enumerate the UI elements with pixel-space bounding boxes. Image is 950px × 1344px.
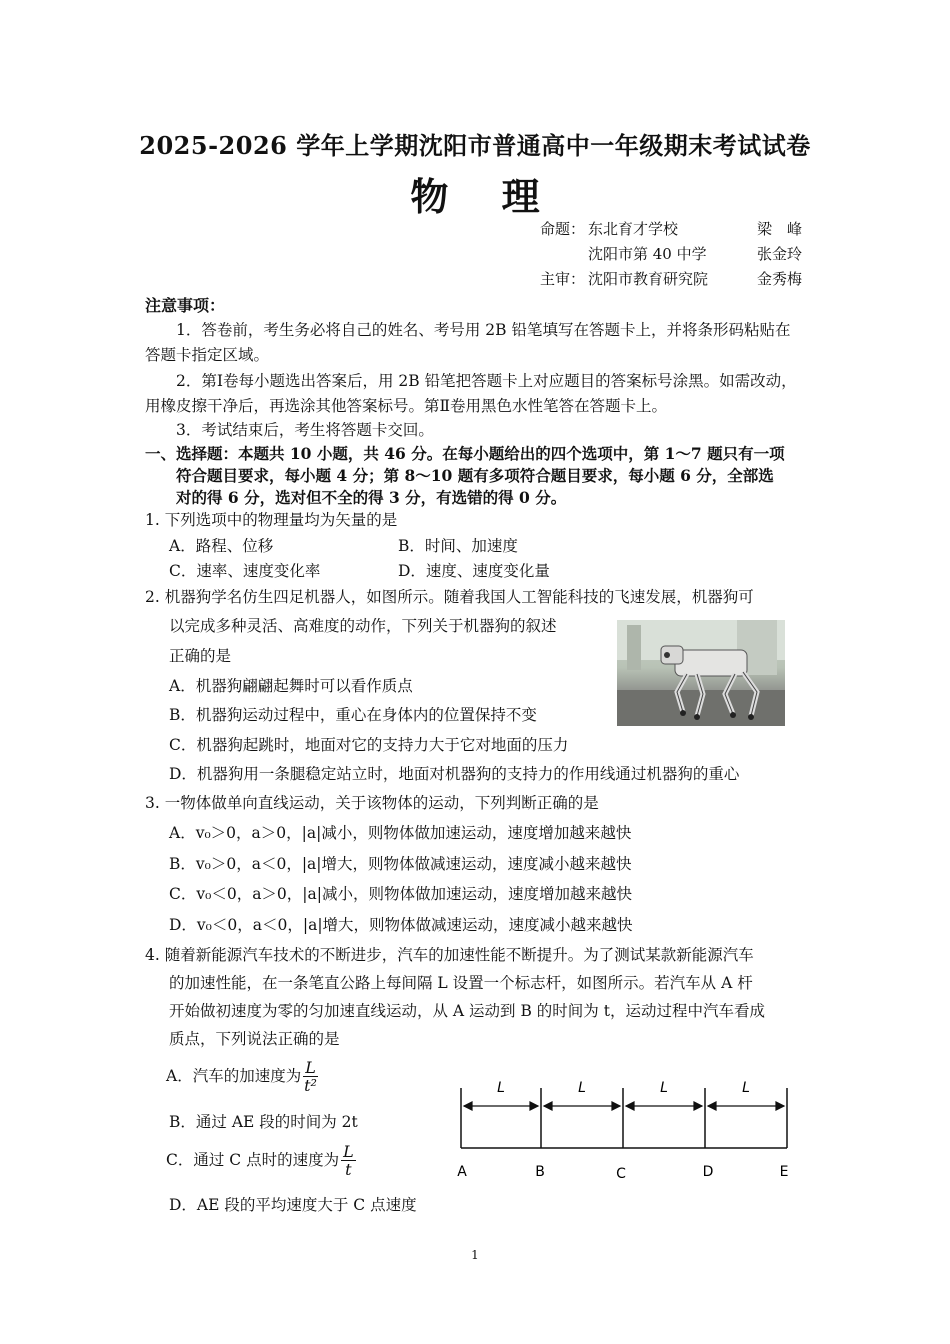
question-stem: 以完成多种灵活、高难度的动作，下列关于机器狗的叙述 <box>169 617 557 635</box>
option-d: D．v₀＜0，a＜0，|a|增大，则物体做减速运动，速度减小越来越快 <box>169 916 633 934</box>
option-a: A．v₀＞0，a＞0，|a|减小，则物体做加速运动，速度增加越来越快 <box>169 824 632 842</box>
section-instruction: 对的得 6 分，选对但不全的得 3 分，有选错的得 0 分。 <box>176 488 567 507</box>
option-d: D．AE 段的平均速度大于 C 点速度 <box>169 1196 417 1214</box>
fraction-denominator: t <box>345 1160 352 1179</box>
option-b: B．通过 AE 段的时间为 2t <box>169 1113 358 1131</box>
fraction <box>341 1144 356 1178</box>
note-line: 3．考试结束后，考生将答题卡交回。 <box>176 421 434 439</box>
subject-title: 物 理 <box>410 174 540 219</box>
option-c: C．机器狗起跳时，地面对它的支持力大于它对地面的压力 <box>169 736 569 754</box>
point-label-e: E <box>779 1164 789 1180</box>
point-label-c: C <box>616 1166 626 1182</box>
arrowhead <box>612 1102 620 1110</box>
author-name: 金秀梅 <box>757 270 803 288</box>
option-c <box>166 1140 356 1180</box>
option-b: B．v₀＞0，a＜0，|a|增大，则物体做减速运动，速度减小越来越快 <box>169 855 632 873</box>
arrowhead <box>544 1102 552 1110</box>
segment-label: L <box>742 1080 750 1096</box>
question-stem: 开始做初速度为零的匀加速直线运动，从 A 运动到 B 的时间为 t，运动过程中汽车看成 <box>169 1002 765 1020</box>
question-stem: 的加速性能，在一条笔直公路上每间隔 L 设置一个标志杆，如图所示。若汽车从 A 杆 <box>169 974 753 992</box>
option-a: A．机器狗翩翩起舞时可以看作质点 <box>169 677 413 695</box>
fraction-denominator: t² <box>304 1076 317 1095</box>
notes-heading: 注意事项： <box>145 296 226 315</box>
fraction-numerator: L <box>305 1058 316 1077</box>
author-name: 梁 峰 <box>757 220 803 238</box>
point-label-a: A <box>457 1164 467 1180</box>
arrowhead <box>530 1102 538 1110</box>
author-org: 东北育才学校 <box>588 220 679 238</box>
note-line: 用橡皮擦干净后，再选涂其他答案标号。第Ⅱ卷用黑色水性笔答在答题卡上。 <box>145 397 668 415</box>
arrowhead <box>694 1102 702 1110</box>
note-line: 1．答卷前，考生务必将自己的姓名、考号用 2B 铅笔填写在答题卡上，并将条形码粘贴在 <box>176 321 791 339</box>
option-b: B．机器狗运动过程中，重心在身体内的位置保持不变 <box>169 706 537 724</box>
question-stem: 2. 机器狗学名仿生四足机器人，如图所示。随着我国人工智能科技的飞速发展，机器狗可 <box>145 588 754 606</box>
option-a-text: A．汽车的加速度为 <box>166 1067 302 1085</box>
question-stem: 3. 一物体做单向直线运动，关于该物体的运动，下列判断正确的是 <box>145 794 599 812</box>
question-stem: 4. 随着新能源汽车技术的不断进步，汽车的加速性能不断提升。为了测试某款新能源汽车 <box>145 946 754 964</box>
question-stem: 1. 下列选项中的物理量均为矢量的是 <box>145 511 398 529</box>
question-stem: 质点，下列说法正确的是 <box>169 1030 340 1048</box>
point-label-d: D <box>702 1164 714 1180</box>
option-b: B．时间、加速度 <box>398 537 518 555</box>
fraction-numerator: L <box>343 1142 354 1161</box>
segment-label: L <box>578 1080 586 1096</box>
option-d: D．速度、速度变化量 <box>398 562 550 580</box>
author-org: 沈阳市第 40 中学 <box>588 245 707 263</box>
author-org: 沈阳市教育研究院 <box>588 270 709 288</box>
option-c: C．速率、速度变化率 <box>169 562 321 580</box>
note-line: 2．第Ⅰ卷每小题选出答案后，用 2B 铅笔把答题卡上对应题目的答案标号涂黑。如需改动， <box>176 372 797 390</box>
question-stem: 正确的是 <box>169 647 232 665</box>
option-a <box>166 1056 318 1096</box>
segment-label: L <box>497 1080 505 1096</box>
robot-dog-photo <box>617 620 785 726</box>
section-instruction: 一、选择题：本题共 10 小题，共 46 分。在每小题给出的四个选项中，第 1～7 题只有一项 <box>145 444 785 463</box>
option-c: C．v₀＜0，a＞0，|a|减小，则物体做加速运动，速度增加越来越快 <box>169 885 632 903</box>
robot-dog-illustration <box>617 620 785 726</box>
option-a: A．路程、位移 <box>169 537 274 555</box>
arrowhead <box>776 1102 784 1110</box>
author-role: 命题： <box>540 220 586 238</box>
fraction <box>303 1060 318 1094</box>
arrowhead <box>464 1102 472 1110</box>
option-d: D．机器狗用一条腿稳定站立时，地面对机器狗的支持力的作用线通过机器狗的重心 <box>169 765 740 783</box>
option-c-text: C．通过 C 点时的速度为 <box>166 1151 340 1169</box>
exam-title: 2025-2026 学年上学期沈阳市普通高中一年级期末考试试卷 <box>139 131 811 160</box>
point-label-b: B <box>535 1164 545 1180</box>
marker-pole-diagram <box>440 1072 810 1192</box>
author-name: 张金玲 <box>757 245 803 263</box>
arrowhead <box>626 1102 634 1110</box>
note-line: 答题卡指定区域。 <box>145 346 270 364</box>
section-instruction: 符合题目要求，每小题 4 分；第 8～10 题有多项符合题目要求，每小题 6 分，全部选 <box>176 466 774 485</box>
arrowhead <box>708 1102 716 1110</box>
page-number: 1 <box>471 1248 479 1262</box>
author-role: 主审： <box>540 270 586 288</box>
segment-label: L <box>660 1080 668 1096</box>
